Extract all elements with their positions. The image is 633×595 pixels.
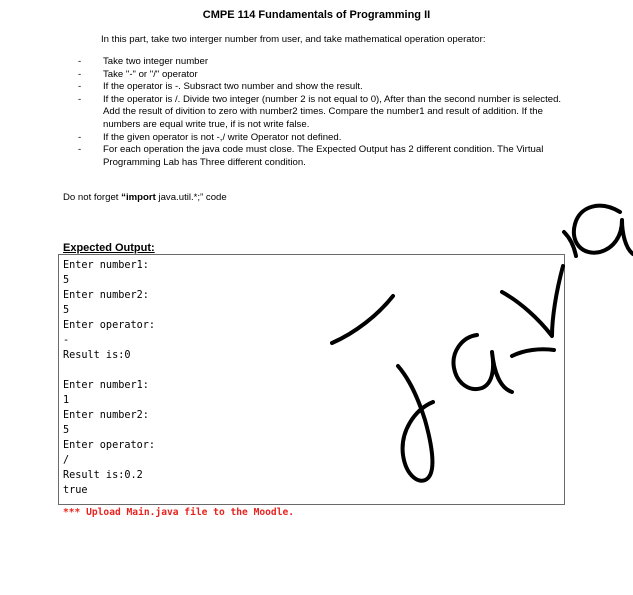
scribble-stroke	[574, 206, 633, 254]
list-item: - Take "-" or "/" operator	[78, 69, 568, 82]
console-line: Enter number2:	[63, 290, 149, 301]
console-line: Enter number1:	[63, 380, 149, 391]
list-item: - Take two integer number	[78, 56, 568, 69]
expected-output-heading: Expected Output:	[63, 242, 155, 254]
list-item: - If the operator is /. Divide two integer (number 2 is not equal to 0), After than the second number is selected. Add the result of divition to zero with number2 times. Compare the number1 and result of addition. If the numbers are equal write true, if is not write false.	[78, 94, 568, 132]
expected-output-box	[58, 254, 565, 505]
intro-text: In this part, take two interger number from user, and take mathematical operation operator:	[101, 34, 486, 45]
page-title: CMPE 114 Fundamentals of Programming II	[202, 9, 431, 21]
console-line: 5	[63, 425, 70, 436]
console-line: Enter operator:	[63, 440, 156, 451]
console-line: Result is:0	[63, 350, 131, 361]
console-line: Result is:0.2	[63, 470, 143, 481]
console-line: 5	[63, 275, 70, 286]
upload-note: *** Upload Main.java file to the Moodle.	[63, 507, 295, 518]
console-line: -	[63, 335, 70, 346]
console-line: 1	[63, 395, 70, 406]
requirements-list	[78, 56, 568, 169]
import-note	[63, 192, 227, 203]
import-note-suffix: java.util.*;” code	[155, 192, 227, 203]
console-line: 5	[63, 305, 70, 316]
console-line: /	[63, 455, 70, 466]
console-line: Enter number2:	[63, 410, 149, 421]
import-note-prefix: Do not forget	[63, 192, 122, 203]
console-line: true	[63, 485, 88, 496]
console-line: Enter number1:	[63, 260, 149, 271]
list-item: - If the given operator is not -,/ write Operator not defined.	[78, 132, 568, 145]
console-line: Enter operator:	[63, 320, 156, 331]
list-item: - For each operation the java code must close. The Expected Output has 2 different condition. The Virtual Programming Lab has Three different condition.	[78, 144, 568, 169]
scribble-stroke	[564, 232, 576, 256]
list-item: - If the operator is -. Subsract two number and show the result.	[78, 81, 568, 94]
import-note-keyword: “import	[121, 192, 156, 203]
